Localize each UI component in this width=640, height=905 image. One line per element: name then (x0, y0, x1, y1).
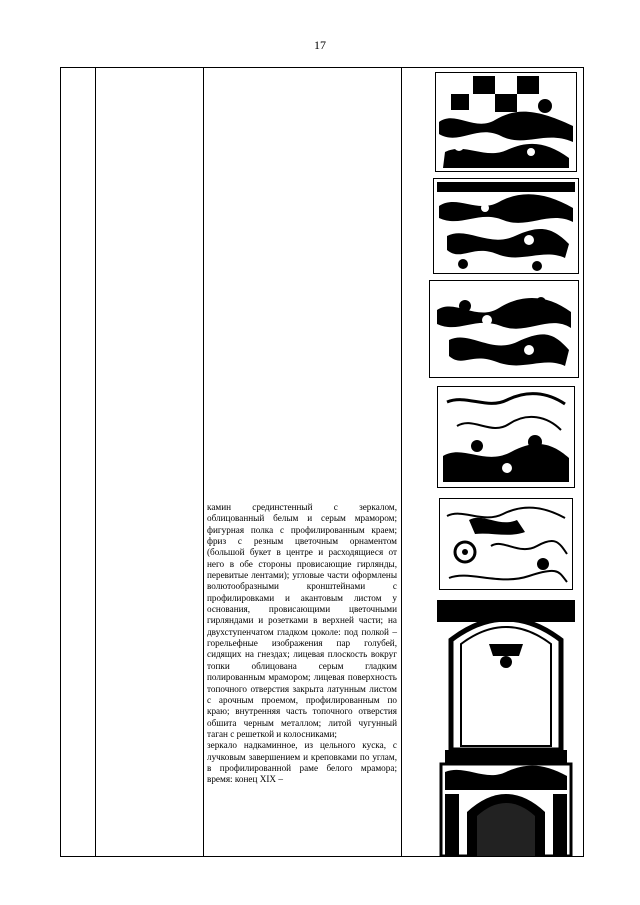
photo-fireplace-frieze-detail-2 (433, 178, 579, 274)
photo-fireplace-doves-detail (437, 386, 575, 488)
object-description (207, 502, 397, 786)
photo-fireplace-with-mirror (437, 600, 575, 856)
column-divider-2 (203, 68, 204, 856)
description-paragraph-1: камин срединстенный с зеркалом, облицованный белым и серым мрамором; фигурная полка с профилированным краем; фриз с резным цветочным орнаментом (большой букет в центре и расходящиеся от него в обе стороны провисающие гирлянды, перевитые лентами); угловые части оформлены волютообразными кронштейнами с профилировками и акантовым листом у основания, провисающими цветочными гирляндами и розетками в верхней части; на двухступенчатом гладком цоколе: под полкой – горельефные изображения пар голубей, сидящих на гнездах; лицевая плоскость вокруг топки облицована серым гладким полированным мрамором; лицевая поверхность топочного отверстия закрыта латунным листом с арочным проемом, профилированным по краю; внутренняя часть топочного отверстия обшита черным металлом; литой чугунный таган с решеткой и колосниками; (207, 502, 397, 739)
inventory-table (60, 67, 584, 857)
column-divider-1 (95, 68, 96, 856)
photo-fireplace-frieze-detail-1 (435, 72, 577, 172)
photo-fireplace-rosette-detail (439, 498, 573, 590)
description-paragraph-2: зеркало надкаминное, из цельного куска, с лучковым завершением и креповками по углам, в профилированной раме белого мрамора; время: конец XIX – (207, 740, 397, 785)
column-divider-3 (401, 68, 402, 856)
photo-fireplace-garland-detail (429, 280, 579, 378)
page-number: 17 (314, 38, 326, 52)
